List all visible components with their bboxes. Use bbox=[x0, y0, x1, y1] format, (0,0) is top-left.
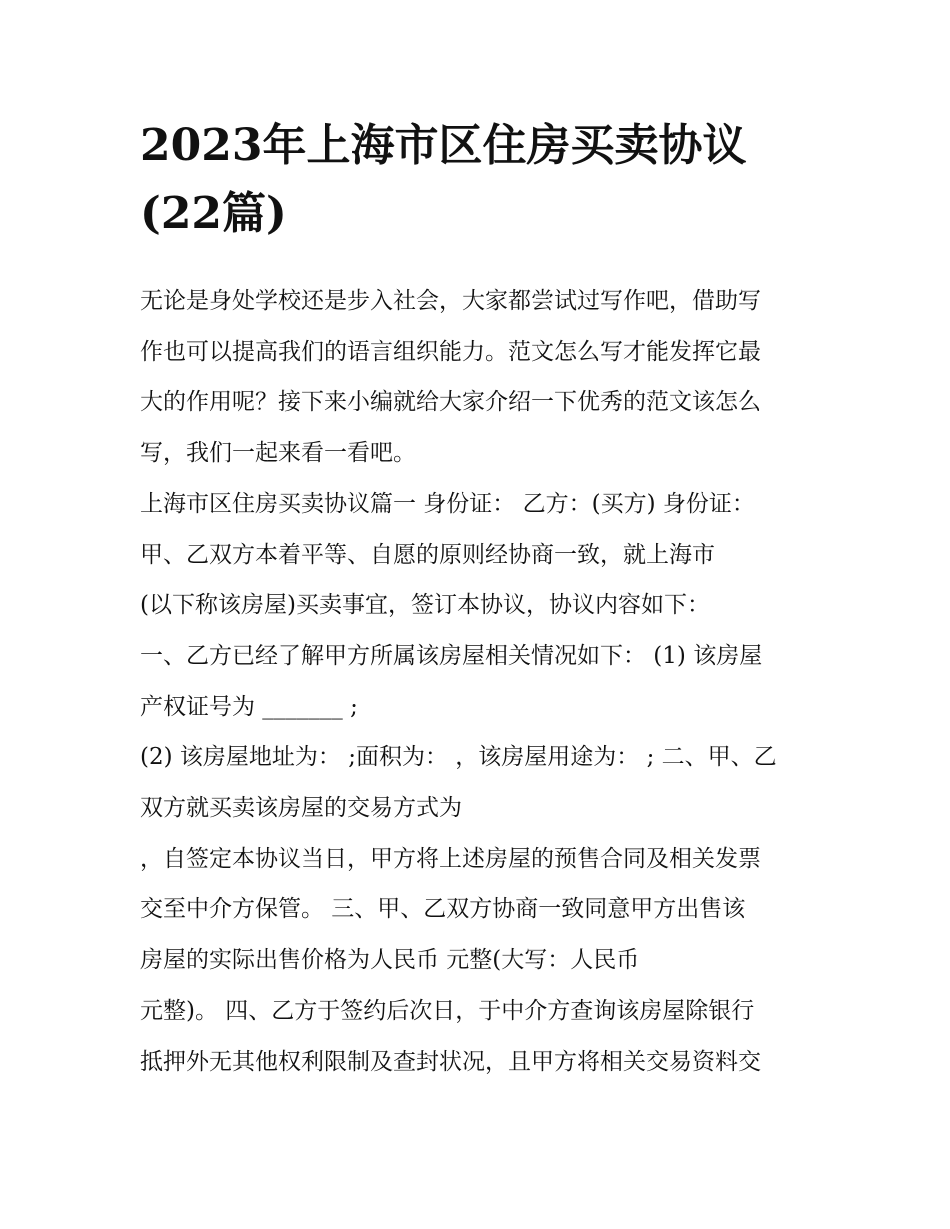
body-line: 房屋的实际出售价格为人民币 元整(大写：人民币 bbox=[140, 947, 640, 974]
body-line: 元整)。 四、乙方于签约后次日，于中介方查询该房屋除银行 bbox=[140, 997, 755, 1024]
body-line: 产权证号为 _______ ; bbox=[140, 693, 358, 720]
document-body bbox=[140, 276, 815, 1087]
body-line: 一、乙方已经了解甲方所属该房屋相关情况如下： (1) 该房屋 bbox=[140, 642, 763, 669]
body-line: 上海市区住房买卖协议篇一 身份证： 乙方：(买方) 身份证： bbox=[140, 490, 755, 517]
document-page bbox=[140, 112, 815, 1087]
body-line: 双方就买卖该房屋的交易方式为 bbox=[140, 795, 462, 822]
body-line: ，自签定本协议当日，甲方将上述房屋的预售合同及相关发票 bbox=[140, 845, 761, 872]
title-line: 2023年上海市区住房买卖协议 bbox=[140, 120, 747, 171]
body-line: (2) 该房屋地址为： ;面积为： ，该房屋用途为： ; 二、甲、乙 bbox=[140, 744, 777, 771]
body-line: 甲、乙双方本着平等、自愿的原则经协商一致，就上海市 bbox=[140, 541, 715, 568]
body-line: 抵押外无其他权利限制及查封状况，且甲方将相关交易资料交 bbox=[140, 1048, 761, 1075]
body-line: 无论是身处学校还是步入社会，大家都尝试过写作吧，借助写 bbox=[140, 288, 761, 314]
body-line: 作也可以提高我们的语言组织能力。范文怎么写才能发挥它最 bbox=[140, 338, 761, 365]
body-line: 交至中介方保管。 三、甲、乙双方协商一致同意甲方出售该 bbox=[140, 896, 746, 923]
body-line: (以下称该房屋)买卖事宜，签订本协议，协议内容如下： bbox=[140, 592, 710, 619]
body-line: 大的作用呢？接下来小编就给大家介绍一下优秀的范文该怎么 bbox=[140, 389, 761, 416]
document-title bbox=[140, 112, 815, 248]
body-line: 写，我们一起来看一看吧。 bbox=[140, 440, 416, 467]
title-line: (22篇) bbox=[140, 188, 287, 239]
